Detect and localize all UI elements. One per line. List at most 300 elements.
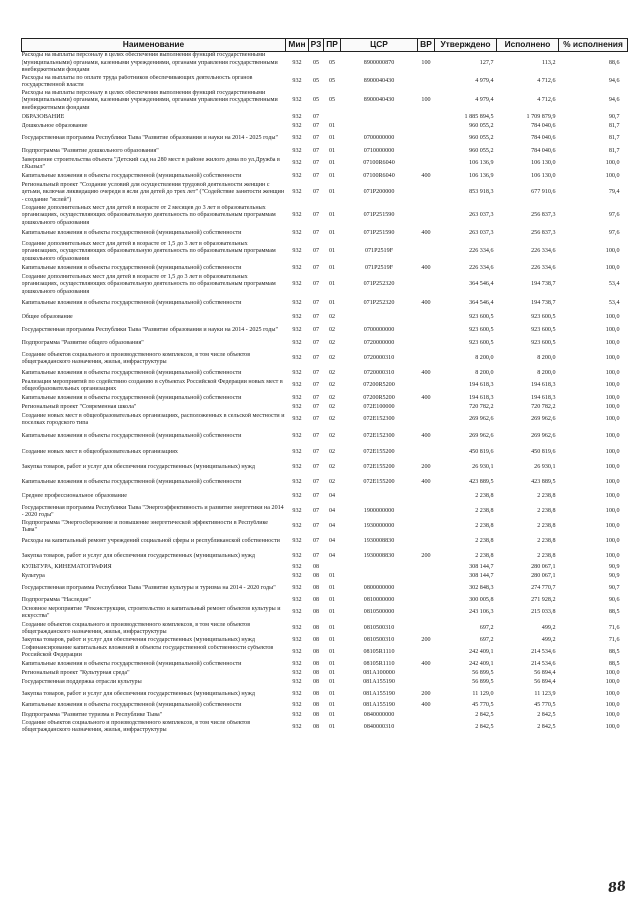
cell-executed: 1 709 879,9 <box>526 113 556 120</box>
cell-vr <box>418 379 435 394</box>
table-row <box>22 505 628 520</box>
cell-percent: 90,9 <box>608 564 620 571</box>
cell-vr: 400 <box>421 661 431 668</box>
cell-csr: 1930000000 <box>363 523 395 530</box>
cell-name: Капитальные вложения в объекты государственной (муниципальной) собственности <box>21 172 242 179</box>
col-header-min: Мин <box>286 39 309 52</box>
cell-executed: 2 842,5 <box>537 723 556 730</box>
cell-rz: 07 <box>312 404 320 411</box>
cell-name: Расходы на выплаты персоналу в целях обеспечения выполнения функций государственными (муниципальными) органами, казенными учреждениями, органами управления государственными внебюджетными фондами <box>21 90 278 111</box>
cell-vr <box>418 520 435 534</box>
cell-approved: 2 238,8 <box>475 553 494 560</box>
cell-vr <box>418 581 435 596</box>
cell-percent: 100,0 <box>605 463 620 470</box>
cell-approved: 4 979,4 <box>475 78 494 85</box>
cell-pr: 02 <box>328 313 336 320</box>
cell-min: 932 <box>292 625 302 632</box>
cell-approved: 194 618,3 <box>469 382 494 389</box>
table-row <box>22 564 628 572</box>
cell-pr: 05 <box>328 78 336 85</box>
cell-vr <box>418 621 435 637</box>
cell-percent: 97,6 <box>608 212 620 219</box>
cell-vr <box>418 113 435 123</box>
cell-name: Основное мероприятие "Реконструкция, строительство и капитальный ремонт объектов культуры и искусства" <box>21 605 281 619</box>
cell-min: 932 <box>292 648 302 655</box>
cell-approved: 2 842,5 <box>475 723 494 730</box>
cell-percent: 97,6 <box>608 230 620 237</box>
cell-rz: 07 <box>312 189 320 196</box>
table-row <box>22 459 628 477</box>
cell-approved: 45 770,5 <box>472 702 494 709</box>
cell-vr <box>418 572 435 581</box>
cell-rz: 07 <box>312 340 320 347</box>
cell-csr: 072E152300 <box>363 416 395 423</box>
cell-csr: 0710000000 <box>363 147 395 154</box>
cell-rz: 07 <box>312 135 320 142</box>
cell-csr: 0700000000 <box>363 327 395 334</box>
cell-percent: 100,0 <box>605 508 620 515</box>
cell-min: 932 <box>292 382 302 389</box>
cell-percent: 81,7 <box>608 135 620 142</box>
cell-pr: 02 <box>328 369 336 376</box>
cell-name: Создание объектов социального и производственного комплексов, в том числе объектов общегражданского назначения, жилья, инфраструктуры <box>21 351 251 365</box>
cell-executed: 194 738,7 <box>531 281 556 288</box>
cell-min: 932 <box>292 433 302 440</box>
cell-approved: 8 200,0 <box>475 369 494 376</box>
cell-name: Капитальные вложения в объекты государственной (муниципальной) собственности <box>21 433 242 440</box>
cell-csr: 8900040430 <box>363 78 395 85</box>
table-row <box>22 534 628 550</box>
cell-min: 932 <box>292 230 302 237</box>
cell-vr: 400 <box>421 230 431 237</box>
cell-csr: 0700000000 <box>363 135 395 142</box>
table-row <box>22 113 628 123</box>
cell-name: Капитальные вложения в объекты государственной (муниципальной) собственности <box>21 394 242 401</box>
cell-executed: 194 618,3 <box>531 382 556 389</box>
cell-name: Расходы на капитальный ремонт учреждений социальной сферы и республиканской собственности <box>21 538 280 545</box>
cell-pr: 01 <box>328 584 336 591</box>
table-row <box>22 572 628 581</box>
cell-executed: 784 040,6 <box>531 123 556 130</box>
cell-approved: 853 918,3 <box>469 189 494 196</box>
cell-vr <box>418 241 435 264</box>
table-row <box>22 621 628 637</box>
cell-executed: 256 837,3 <box>531 212 556 219</box>
cell-percent: 100,0 <box>605 492 620 499</box>
cell-approved: 226 334,6 <box>469 264 494 271</box>
cell-approved: 302 848,3 <box>469 584 494 591</box>
cell-rz: 08 <box>312 702 320 709</box>
cell-name: Государственная программа Республики Тыва "Развитие образования и науки на 2014 - 2025 годы" <box>21 135 278 142</box>
cell-approved: 269 962,6 <box>469 416 494 423</box>
cell-pr: 01 <box>328 572 336 579</box>
cell-csr: 0840000310 <box>363 723 395 730</box>
cell-executed: 784 040,6 <box>531 147 556 154</box>
cell-pr: 04 <box>328 508 336 515</box>
cell-csr <box>341 113 418 123</box>
table-row <box>22 75 628 90</box>
cell-csr: 0720000000 <box>363 340 395 347</box>
cell-approved: 56 899,5 <box>472 670 494 677</box>
cell-pr: 05 <box>328 59 336 66</box>
cell-min: 932 <box>292 394 302 401</box>
cell-vr <box>418 489 435 505</box>
cell-vr <box>418 564 435 572</box>
cell-percent: 88,5 <box>608 648 620 655</box>
cell-executed: 226 334,6 <box>531 264 556 271</box>
cell-name: Закупка товаров, работ и услуг для обеспечения государственных (муниципальных) нужд <box>21 553 255 560</box>
cell-pr: 02 <box>328 478 336 485</box>
cell-executed: 280 067,1 <box>531 564 556 571</box>
cell-pr: 01 <box>328 637 336 644</box>
cell-executed: 26 930,1 <box>534 463 556 470</box>
cell-vr: 400 <box>421 433 431 440</box>
cell-percent: 100,0 <box>605 369 620 376</box>
cell-csr: 07200R5200 <box>363 382 395 389</box>
cell-csr: 07200R5200 <box>363 394 395 401</box>
cell-rz: 08 <box>312 564 320 571</box>
cell-executed: 45 770,5 <box>534 702 556 709</box>
cell-executed: 215 033,8 <box>531 609 556 616</box>
cell-rz: 07 <box>312 523 320 530</box>
cell-percent: 100,0 <box>605 264 620 271</box>
cell-rz: 07 <box>312 212 320 219</box>
cell-name: Закупка товаров, работ и услуг для обеспечения государственных (муниципальных) нужд <box>21 637 255 644</box>
table-row <box>22 147 628 157</box>
cell-csr: 0810000000 <box>363 596 395 603</box>
cell-name: Культура <box>21 572 45 579</box>
cell-rz: 05 <box>312 78 320 85</box>
cell-min: 932 <box>292 670 302 677</box>
cell-rz: 07 <box>312 478 320 485</box>
table-row <box>22 394 628 404</box>
cell-min: 932 <box>292 59 302 66</box>
cell-pr: 01 <box>328 212 336 219</box>
cell-rz: 07 <box>312 448 320 455</box>
cell-percent: 100,0 <box>605 553 620 560</box>
cell-vr <box>418 350 435 369</box>
cell-approved: 263 037,3 <box>469 212 494 219</box>
cell-min: 932 <box>292 508 302 515</box>
cell-executed: 106 130,0 <box>531 172 556 179</box>
cell-name: Создание дополнительных мест для детей в возрасте от 2 месяцев до 3 лет в образовательных организациях, осуществляющих образовательную деятельность по образовательным программам дошкольного образования <box>21 205 276 226</box>
cell-name: Капитальные вложения в объекты государственной (муниципальной) собственности <box>21 661 242 668</box>
cell-csr: 072E100000 <box>363 404 395 411</box>
cell-vr <box>418 605 435 621</box>
cell-pr: 02 <box>328 433 336 440</box>
cell-pr: 01 <box>328 281 336 288</box>
cell-vr <box>418 75 435 90</box>
cell-rz: 07 <box>312 123 320 130</box>
cell-min: 932 <box>292 189 302 196</box>
col-header-pr: ПР <box>324 39 341 52</box>
cell-csr: 0840000000 <box>363 711 395 718</box>
cell-executed: 499,2 <box>541 637 556 644</box>
cell-approved: 960 055,2 <box>469 135 494 142</box>
cell-executed: 784 040,6 <box>531 135 556 142</box>
table-row <box>22 413 628 428</box>
cell-name: Капитальные вложения в объекты государственной (муниципальной) собственности <box>21 702 242 709</box>
table-row <box>22 701 628 711</box>
cell-percent: 81,7 <box>608 147 620 154</box>
cell-csr: 072E155200 <box>363 448 395 455</box>
cell-pr: 02 <box>328 355 336 362</box>
table-row <box>22 637 628 645</box>
cell-pr: 01 <box>328 690 336 697</box>
cell-name: Дошкольное образование <box>21 123 88 130</box>
table-body <box>22 52 628 735</box>
cell-pr: 01 <box>328 609 336 616</box>
cell-csr: 8900040430 <box>363 97 395 104</box>
cell-vr <box>418 274 435 297</box>
cell-pr: 01 <box>328 596 336 603</box>
cell-percent: 88,5 <box>608 609 620 616</box>
cell-percent: 100,0 <box>605 523 620 530</box>
cell-approved: 8 200,0 <box>475 355 494 362</box>
cell-approved: 450 819,6 <box>469 448 494 455</box>
cell-pr: 01 <box>328 670 336 677</box>
cell-rz: 08 <box>312 609 320 616</box>
cell-approved: 269 962,6 <box>469 433 494 440</box>
cell-approved: 923 600,5 <box>469 313 494 320</box>
cell-name: Государственная программа Республики Тыва "Развитие культуры и туризма на 2014 - 2020 годы" <box>21 584 276 591</box>
cell-csr <box>341 123 418 132</box>
cell-csr: 072E155200 <box>363 478 395 485</box>
cell-pr: 01 <box>328 661 336 668</box>
table-row <box>22 688 628 701</box>
cell-vr <box>418 505 435 520</box>
cell-vr: 200 <box>421 553 431 560</box>
cell-min: 932 <box>292 523 302 530</box>
cell-pr: 02 <box>328 327 336 334</box>
cell-csr: 0810500310 <box>363 637 395 644</box>
cell-pr: 02 <box>328 463 336 470</box>
cell-percent: 100,0 <box>605 723 620 730</box>
col-header-csr: ЦСР <box>341 39 418 52</box>
cell-min: 932 <box>292 248 302 255</box>
cell-csr: 08105R1110 <box>363 661 395 668</box>
cell-approved: 56 899,5 <box>472 679 494 686</box>
cell-approved: 2 238,8 <box>475 523 494 530</box>
cell-min: 932 <box>292 300 302 307</box>
cell-vr: 100 <box>421 97 431 104</box>
cell-executed: 274 770,7 <box>531 584 556 591</box>
cell-rz: 08 <box>312 584 320 591</box>
cell-executed: 2 238,8 <box>537 492 556 499</box>
cell-name: Среднее профессиональное образование <box>21 492 127 499</box>
cell-executed: 280 067,1 <box>531 572 556 579</box>
cell-approved: 308 144,7 <box>469 572 494 579</box>
table-row <box>22 477 628 489</box>
cell-csr: 081A155190 <box>363 679 395 686</box>
table-row <box>22 132 628 147</box>
cell-executed: 269 962,6 <box>531 416 556 423</box>
cell-percent: 90,7 <box>608 113 620 120</box>
cell-vr <box>418 404 435 413</box>
cell-pr: 02 <box>328 340 336 347</box>
cell-min: 932 <box>292 147 302 154</box>
cell-min: 932 <box>292 702 302 709</box>
cell-name: Завершение строительства объекта "Детский сад на 280 мест в районе жилого дома по ул.Дружба в г.Кызыл" <box>21 156 280 170</box>
cell-pr: 02 <box>328 448 336 455</box>
cell-percent: 100,0 <box>605 248 620 255</box>
cell-name: Региональный проект "Культурная среда" <box>21 670 130 677</box>
cell-csr: 0720000310 <box>363 369 395 376</box>
cell-percent: 71,6 <box>608 637 620 644</box>
cell-vr: 400 <box>421 264 431 271</box>
col-header-executed: Исполнено <box>497 39 559 52</box>
cell-csr: 07100R6040 <box>363 172 395 179</box>
cell-vr: 200 <box>421 690 431 697</box>
cell-csr <box>341 489 418 505</box>
cell-min: 932 <box>292 135 302 142</box>
cell-csr: 071P251590 <box>363 212 395 219</box>
cell-name: Государственная программа Республики Тыва "Развитие образования и науки на 2014 - 2025 годы" <box>21 327 278 334</box>
cell-csr: 0810500000 <box>363 609 395 616</box>
table-row <box>22 172 628 182</box>
cell-vr <box>418 182 435 205</box>
cell-min: 932 <box>292 463 302 470</box>
cell-percent: 100,0 <box>605 160 620 167</box>
cell-name: Подпрограмма "Развитие туризма в Республике Тыва" <box>21 711 163 718</box>
cell-approved: 423 889,5 <box>469 478 494 485</box>
cell-approved: 2 238,8 <box>475 538 494 545</box>
col-header-vr: ВР <box>418 39 435 52</box>
cell-pr: 01 <box>328 135 336 142</box>
cell-executed: 720 782,2 <box>531 404 556 411</box>
table-row <box>22 339 628 350</box>
cell-approved: 243 106,3 <box>469 609 494 616</box>
cell-min: 932 <box>292 123 302 130</box>
cell-percent: 88,5 <box>608 661 620 668</box>
cell-executed: 113,2 <box>542 59 556 66</box>
cell-rz: 08 <box>312 679 320 686</box>
table-row <box>22 324 628 339</box>
cell-vr: 400 <box>421 172 431 179</box>
cell-executed: 256 837,3 <box>531 230 556 237</box>
table-row <box>22 350 628 369</box>
table-header-row <box>22 39 628 52</box>
cell-executed: 4 712,6 <box>537 97 556 104</box>
cell-approved: 960 055,2 <box>469 147 494 154</box>
cell-min: 932 <box>292 492 302 499</box>
cell-approved: 11 129,0 <box>472 690 494 697</box>
cell-vr: 400 <box>421 702 431 709</box>
cell-vr <box>418 147 435 157</box>
cell-min: 932 <box>292 160 302 167</box>
cell-csr: 071P200000 <box>363 189 395 196</box>
table-row <box>22 52 628 75</box>
cell-executed: 106 130,0 <box>531 160 556 167</box>
cell-csr: 071P252320 <box>363 281 395 288</box>
cell-executed: 450 819,6 <box>531 448 556 455</box>
table-row <box>22 520 628 534</box>
cell-pr: 01 <box>328 264 336 271</box>
cell-rz: 07 <box>312 492 320 499</box>
cell-name: Закупка товаров, работ и услуг для обеспечения государственных (муниципальных) нужд <box>21 690 255 697</box>
cell-pr <box>324 564 341 572</box>
cell-rz: 08 <box>312 723 320 730</box>
cell-vr: 400 <box>421 478 431 485</box>
col-header-name: Наименование <box>22 39 286 52</box>
cell-min: 932 <box>292 690 302 697</box>
cell-vr <box>418 339 435 350</box>
cell-rz: 07 <box>312 300 320 307</box>
cell-rz: 07 <box>312 281 320 288</box>
cell-rz: 07 <box>312 433 320 440</box>
cell-rz: 07 <box>312 508 320 515</box>
cell-pr: 01 <box>328 300 336 307</box>
cell-percent: 100,0 <box>605 679 620 686</box>
cell-percent: 53,4 <box>608 300 620 307</box>
cell-min: 932 <box>292 723 302 730</box>
cell-vr <box>418 711 435 720</box>
cell-rz: 07 <box>312 369 320 376</box>
cell-min: 932 <box>292 661 302 668</box>
cell-percent: 100,0 <box>605 711 620 718</box>
cell-csr: 081A155190 <box>363 702 395 709</box>
cell-rz: 07 <box>312 355 320 362</box>
cell-percent: 100,0 <box>605 394 620 401</box>
cell-percent: 53,4 <box>608 281 620 288</box>
cell-approved: 106 136,9 <box>469 160 494 167</box>
cell-rz: 08 <box>312 572 320 579</box>
table-row <box>22 678 628 688</box>
cell-approved: 26 930,1 <box>472 463 494 470</box>
cell-percent: 100,0 <box>605 702 620 709</box>
table-row <box>22 581 628 596</box>
cell-approved: 300 005,8 <box>469 596 494 603</box>
cell-pr: 01 <box>328 702 336 709</box>
cell-executed: 56 894,4 <box>534 679 556 686</box>
cell-rz: 07 <box>312 553 320 560</box>
cell-vr <box>418 534 435 550</box>
cell-rz: 07 <box>312 113 320 120</box>
cell-min: 932 <box>292 97 302 104</box>
cell-percent: 100,0 <box>605 670 620 677</box>
cell-approved: 263 037,3 <box>469 230 494 237</box>
cell-vr <box>418 720 435 735</box>
cell-csr: 071P2519F <box>364 248 394 255</box>
cell-percent: 100,0 <box>605 690 620 697</box>
table-row <box>22 404 628 413</box>
cell-executed: 2 238,8 <box>537 553 556 560</box>
cell-min: 932 <box>292 264 302 271</box>
table-row <box>22 205 628 228</box>
cell-vr <box>418 205 435 228</box>
cell-percent: 90,6 <box>608 596 620 603</box>
cell-name: Софинансирование капитальных вложений в объекты государственной собственности субъектов Российской Федерации <box>21 645 274 659</box>
cell-vr <box>418 447 435 459</box>
cell-pr: 04 <box>328 523 336 530</box>
table-row <box>22 90 628 113</box>
cell-min: 932 <box>292 448 302 455</box>
cell-csr: 0720000310 <box>363 355 395 362</box>
col-header-rz: РЗ <box>309 39 324 52</box>
cell-percent: 81,7 <box>608 123 620 130</box>
cell-pr: 01 <box>328 230 336 237</box>
cell-pr: 01 <box>328 248 336 255</box>
cell-csr: 081A100000 <box>363 670 395 677</box>
cell-rz: 08 <box>312 637 320 644</box>
cell-name: Реализация мероприятий по содействию созданию в субъектах Российской Федерации новых мест в общеобразовательных организациях <box>21 378 283 392</box>
page-number: 88 <box>607 878 628 897</box>
cell-percent: 100,0 <box>605 172 620 179</box>
cell-approved: 106 136,9 <box>469 172 494 179</box>
table-row <box>22 605 628 621</box>
cell-min: 932 <box>292 711 302 718</box>
cell-executed: 923 600,5 <box>531 313 556 320</box>
